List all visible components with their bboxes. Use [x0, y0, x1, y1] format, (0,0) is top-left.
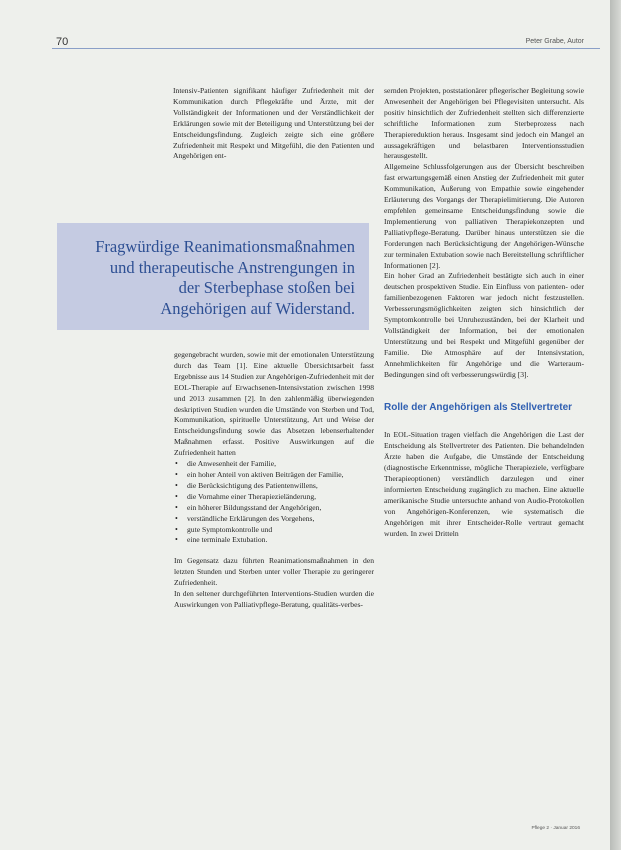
pull-quote — [55, 237, 355, 319]
paragraph: sernden Projekten, poststationärer pflegerischer Begleitung sowie Anwesenheit der Angehörigen bei Pflegevisiten untersucht. Als positiv hinsichtlich der Zufriedenheit stellten sich differenzierte schriftliche Informationen zum Sterbeprozess nach Therapiereduktion heraus. Insgesamt sind jedoch ein Mangel an aussagekräftigen und belastbaren Interventionsstudien herausgestellt. — [384, 86, 584, 161]
pull-quote-line: Fragwürdige Reanimationsmaßnahmen — [95, 237, 355, 256]
page-edge — [610, 0, 621, 850]
paragraph: gegengebracht wurden, sowie mit der emotionalen Unterstützung durch das Team [1]. Eine aktuelle Übersichtsarbeit fasst Ergebnisse aus 14 Studien zur Angehörigen-Zufriedenheit mit der EOL-Therapie auf Erwachsenen-Intensivstation zwischen 1998 und 2013 zusammen [2]. In den zahlenmäßig überwiegenden deskriptiven Studien wurden die Umstände von Sterben und Tod, Kommunikation, spirituelle Unterstützung, Art und Weise der Entscheidungsfindung sowie das Absetzen lebenserhaltender Maßnahmen erfasst. Positive Auswirkungen auf die Zufriedenheit hatten — [174, 350, 374, 458]
paragraph: Allgemeine Schlussfolgerungen aus der Übersicht beschreiben fast erwartungsgemäß einen Anstieg der Zufriedenheit mit guter Kommunikation, Äußerung von Empathie sowie eingehender Erläuterung des Vorgangs der Therapielimitierung. Die Autoren empfehlen gemeinsame Entscheidungsfindung sowie die Implementierung von palliativen Therapiekonzepten und Palliativpflege-Beratung. Darüber hinaus unterstützen sie die Forderungen nach Berücksichtigung der Angehörigen-Wünsche zur terminalen Extubation sowie nach Bereitstellung schriftlicher Informationen [2]. — [384, 162, 584, 270]
running-head: Peter Grabe, Autor — [525, 38, 584, 45]
list-item: • die Berücksichtigung des Patientenwillens, — [187, 481, 374, 492]
pull-quote-line: der Sterbephase stoßen bei — [178, 278, 355, 297]
pull-quote-line: und therapeutische Anstrengungen in — [109, 257, 355, 277]
pull-quote-box — [57, 223, 369, 330]
list-item: • eine terminale Extubation. — [187, 535, 374, 546]
bullet-list — [174, 459, 374, 546]
list-item: • ein hoher Anteil von aktiven Beiträgen der Familie, — [187, 470, 374, 481]
paragraph: In den seltener durchgeführten Interventions-Studien wurden die Auswirkungen von Palliativpflege-Beratung, qualitäts-verbes- — [174, 589, 374, 609]
pull-quote-line: Angehörigen auf Widerstand. — [160, 298, 355, 318]
paragraph: In EOL-Situation tragen vielfach die Angehörigen die Last der Entscheidung als Stellvertreter des Patienten. Die behandelnden Ärzte haben die Aufgabe, die Umstände der Entscheidung (diagnostische Erkenntnisse, mögliche Therapieziele, verfügbare Therapieoptionen) verständlich darzulegen und einer informierten Entscheidung zugänglich zu machen. Eine aktuelle amerikanische Studie untersuchte anhand von Audio-Protokollen von Angehörigen-Konferenzen, wie systematisch die Angehörigen mit ihrer Entscheider-Rolle vertraut gemacht wurden. In zwei Dritteln — [384, 430, 584, 538]
paragraph: Intensiv-Patienten signifikant häufiger Zufriedenheit mit der Kommunikation durch Pflegekräfte und Ärzte, mit der Vollständigkeit der Informationen und der Verständlichkeit der Erklärungen sowie mit der Beteiligung und Unterstützung bei der Entscheidungsfindung. Zugleich zeigte sich eine größere Zufriedenheit mit Respekt und Mitgefühl, die den Patienten und Angehörigen ent- — [173, 86, 374, 161]
header-rule — [52, 48, 600, 49]
footer: Pflege 2 · Januar 2016 — [531, 826, 580, 831]
page-number: 70 — [56, 36, 69, 48]
column-2 — [384, 86, 584, 540]
list-item: • gute Symptomkontrolle und — [187, 525, 374, 536]
list-item: • die Vornahme einer Therapiezieländerung, — [187, 492, 374, 503]
paragraph: Im Gegensatz dazu führten Reanimationsmaßnahmen in den letzten Stunden und Sterben unter voller Therapie zu geringerer Zufriedenheit. — [174, 556, 374, 588]
paragraph: Ein hoher Grad an Zufriedenheit bestätigte sich auch in einer deutschen prospektiven Studie. Ein Einfluss von patienten- oder familienbezogenen Faktoren war jedoch nicht festzustellen. Verbesserungsmöglichkeiten zeigten sich hinsichtlich der Symptomkontrolle bei Unruhezuständen, bei der Klarheit und Vollständigkeit der Information, bei der emotionalen Unterstützung und bei Respekt und Mitgefühl gegenüber der Familie. Die Atmosphäre auf der Intensivstation, Annehmlichkeiten für Angehörige und die Warteraum-Bedingungen sind oft verbesserungswürdig [3]. — [384, 271, 584, 379]
list-item: • die Anwesenheit der Familie, — [187, 459, 374, 470]
column-1-top — [173, 86, 374, 162]
list-item: • verständliche Erklärungen des Vorgehens, — [187, 514, 374, 525]
column-1-bottom — [174, 350, 374, 611]
list-item: • ein höherer Bildungsstand der Angehörigen, — [187, 503, 374, 514]
section-heading: Rolle der Angehörigen als Stellvertreter — [384, 402, 573, 414]
